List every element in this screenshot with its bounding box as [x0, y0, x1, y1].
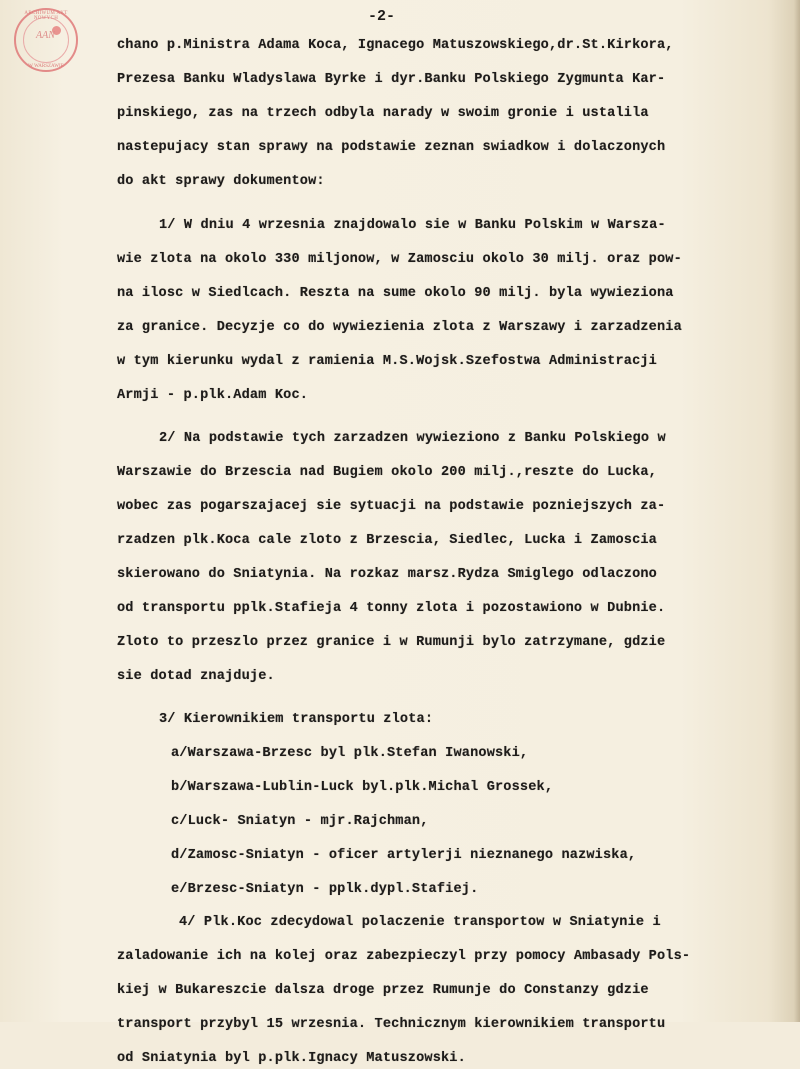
text-line: 4/ Plk.Koc zdecydowal polaczenie transportow w Sniatynie i — [179, 915, 661, 930]
text-line: od Sniatynia byl p.plk.Ignacy Matuszowski. — [117, 1051, 466, 1066]
text-line: rzadzen plk.Koca cale zloto z Brzescia, Siedlec, Lucka i Zamoscia — [117, 533, 657, 548]
text-line: za granice. Decyzje co do wywiezienia zlota z Warszawy i zarzadzenia — [117, 320, 682, 335]
text-line: skierowano do Sniatynia. Na rozkaz marsz.Rydza Smiglego odlaczono — [117, 567, 657, 582]
text-line: sie dotad znajduje. — [117, 669, 275, 684]
text-line: c/Luck- Sniatyn - mjr.Rajchman, — [171, 814, 429, 829]
text-line: Warszawie do Brzescia nad Bugiem okolo 200 milj.,reszte do Lucka, — [117, 465, 657, 480]
text-line: Prezesa Banku Wladyslawa Byrke i dyr.Banku Polskiego Zygmunta Kar- — [117, 72, 666, 87]
text-line: transport przybyl 15 wrzesnia. Technicznym kierownikiem transportu — [117, 1017, 666, 1032]
text-line: chano p.Ministra Adama Koca, Ignacego Matuszowskiego,dr.St.Kirkora, — [117, 38, 674, 53]
text-line: a/Warszawa-Brzesc byl plk.Stefan Iwanowski, — [171, 746, 529, 761]
text-line: w tym kierunku wydal z ramienia M.S.Wojsk.Szefostwa Administracji — [117, 354, 657, 369]
stamp-logo: AAN — [36, 30, 55, 41]
text-line: kiej w Bukareszcie dalsza droge przez Rumunje do Constanzy gdzie — [117, 983, 649, 998]
text-line: d/Zamosc-Sniatyn - oficer artylerji nieznanego nazwiska, — [171, 848, 637, 863]
page-edge-shadow — [794, 0, 800, 1022]
text-line: 1/ W dniu 4 wrzesnia znajdowalo sie w Banku Polskim w Warsza- — [159, 218, 666, 233]
text-line: na ilosc w Siedlcach. Reszta na sume okolo 90 milj. byla wywieziona — [117, 286, 674, 301]
stamp-text-top: ARCHIWUM AKT NOWYCH — [24, 11, 68, 21]
text-line: zaladowanie ich na kolej oraz zabezpieczyl przy pomocy Ambasady Pols- — [117, 949, 691, 964]
stamp-text-bottom: W WARSZAWIE — [28, 64, 64, 69]
text-line: wie zlota na okolo 330 miljonow, w Zamosciu okolo 30 milj. oraz pow- — [117, 252, 682, 267]
text-line: b/Warszawa-Lublin-Luck byl.plk.Michal Grossek, — [171, 780, 554, 795]
text-line: pinskiego, zas na trzech odbyla narady w swoim gronie i ustalila — [117, 106, 649, 121]
text-line: nastepujacy stan sprawy na podstawie zeznan swiadkow i dolaczonych — [117, 140, 666, 155]
text-line: do akt sprawy dokumentow: — [117, 174, 325, 189]
text-line: Zloto to przeszlo przez granice i w Rumunji bylo zatrzymane, gdzie — [117, 635, 666, 650]
text-line: Armji - p.plk.Adam Koc. — [117, 388, 309, 403]
text-line: wobec zas pogarszajacej sie sytuacji na podstawie pozniejszych za- — [117, 499, 666, 514]
page-number: -2- — [368, 8, 396, 25]
archive-stamp — [14, 8, 78, 72]
text-line: 2/ Na podstawie tych zarzadzen wywieziono z Banku Polskiego w — [159, 431, 666, 446]
text-line: e/Brzesc-Sniatyn - pplk.dypl.Stafiej. — [171, 882, 479, 897]
text-line: od transportu pplk.Stafieja 4 tonny zlota i pozostawiono w Dubnie. — [117, 601, 666, 616]
text-line: 3/ Kierownikiem transportu zlota: — [159, 712, 434, 727]
